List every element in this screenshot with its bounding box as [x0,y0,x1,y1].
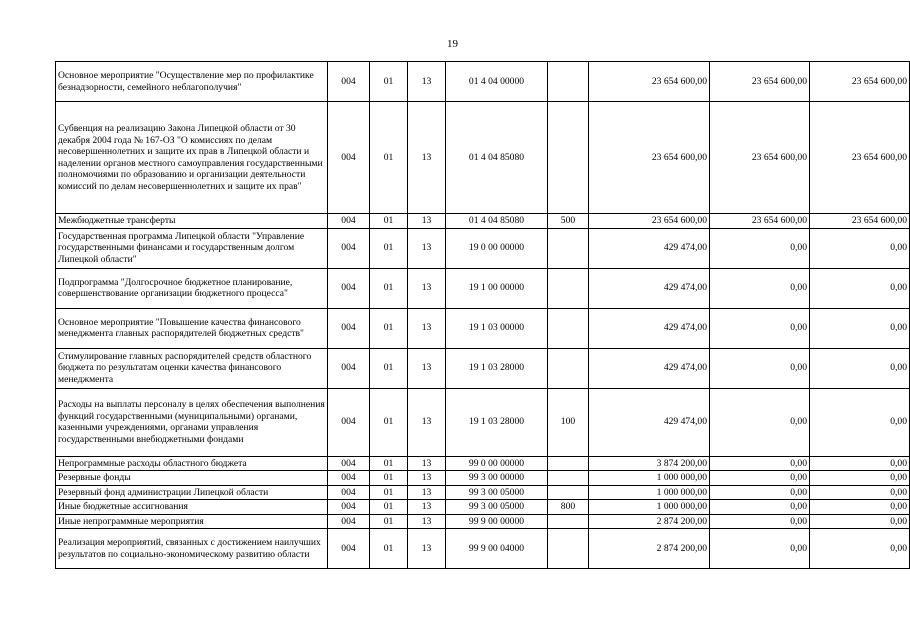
amount-year-1: 2 874 200,00 [589,529,710,569]
row-name: Основное мероприятие "Осуществление мер по профилактике безнадзорности, семейного неблагополучия" [56,62,328,102]
table-row [56,348,910,388]
target-article-code: 01 4 04 85080 [446,102,548,214]
table-row [56,456,910,471]
expense-type-code [548,471,589,486]
ministry-code: 004 [328,485,370,500]
amount-year-1: 23 654 600,00 [589,102,710,214]
row-name: Резервный фонд администрации Липецкой области [56,485,328,500]
ministry-code: 004 [328,514,370,529]
table-row [56,268,910,308]
table-row [56,228,910,268]
table-row [56,514,910,529]
row-name: Расходы на выплаты персоналу в целях обеспечения выполнения функций государственными (муниципальными) органами, казенными учреждениями, органами управления государственными внебюджетными фондами [56,388,328,456]
ministry-code: 004 [328,388,370,456]
budget-table [55,61,910,569]
amount-year-1: 1 000 000,00 [589,485,710,500]
section-code: 01 [370,348,408,388]
amount-year-3: 0,00 [810,388,910,456]
section-code: 01 [370,456,408,471]
ministry-code: 004 [328,500,370,515]
table-row [56,102,910,214]
amount-year-2: 0,00 [710,471,810,486]
section-code: 01 [370,62,408,102]
section-code: 01 [370,268,408,308]
ministry-code: 004 [328,62,370,102]
expense-type-code [548,456,589,471]
amount-year-2: 0,00 [710,268,810,308]
amount-year-2: 0,00 [710,500,810,515]
amount-year-2: 0,00 [710,514,810,529]
subsection-code: 13 [408,471,446,486]
amount-year-1: 23 654 600,00 [589,62,710,102]
subsection-code: 13 [408,308,446,348]
expense-type-code [548,62,589,102]
expense-type-code [548,228,589,268]
target-article-code: 19 1 03 28000 [446,388,548,456]
target-article-code: 99 9 00 00000 [446,514,548,529]
row-name: Резервные фонды [56,471,328,486]
amount-year-3: 0,00 [810,456,910,471]
amount-year-2: 0,00 [710,228,810,268]
subsection-code: 13 [408,62,446,102]
ministry-code: 004 [328,529,370,569]
expense-type-code [548,268,589,308]
subsection-code: 13 [408,485,446,500]
subsection-code: 13 [408,514,446,529]
row-name: Непрограммные расходы областного бюджета [56,456,328,471]
amount-year-3: 0,00 [810,514,910,529]
amount-year-1: 1 000 000,00 [589,500,710,515]
table-row [56,529,910,569]
amount-year-3: 23 654 600,00 [810,214,910,229]
amount-year-2: 23 654 600,00 [710,102,810,214]
amount-year-2: 0,00 [710,456,810,471]
ministry-code: 004 [328,471,370,486]
target-article-code: 99 9 00 04000 [446,529,548,569]
amount-year-2: 0,00 [710,388,810,456]
section-code: 01 [370,102,408,214]
subsection-code: 13 [408,456,446,471]
amount-year-1: 429 474,00 [589,228,710,268]
table-row [56,485,910,500]
table-row [56,214,910,229]
row-name: Стимулирование главных распорядителей средств областного бюджета по результатам оценки качества финансового менеджмента [56,348,328,388]
ministry-code: 004 [328,214,370,229]
row-name: Межбюджетные трансферты [56,214,328,229]
amount-year-2: 0,00 [710,485,810,500]
target-article-code: 19 0 00 00000 [446,228,548,268]
amount-year-3: 23 654 600,00 [810,102,910,214]
target-article-code: 19 1 03 28000 [446,348,548,388]
subsection-code: 13 [408,268,446,308]
table-row [56,62,910,102]
subsection-code: 13 [408,500,446,515]
amount-year-1: 429 474,00 [589,268,710,308]
amount-year-1: 429 474,00 [589,348,710,388]
target-article-code: 19 1 00 00000 [446,268,548,308]
table-row [56,308,910,348]
ministry-code: 004 [328,308,370,348]
amount-year-1: 23 654 600,00 [589,214,710,229]
subsection-code: 13 [408,228,446,268]
row-name: Иные непрограммные мероприятия [56,514,328,529]
amount-year-3: 0,00 [810,348,910,388]
subsection-code: 13 [408,102,446,214]
page-number: 19 [447,38,458,50]
expense-type-code [548,102,589,214]
expense-type-code [548,529,589,569]
section-code: 01 [370,500,408,515]
target-article-code: 99 0 00 00000 [446,456,548,471]
table-row [56,471,910,486]
expense-type-code [548,348,589,388]
ministry-code: 004 [328,456,370,471]
amount-year-1: 3 874 200,00 [589,456,710,471]
amount-year-2: 0,00 [710,308,810,348]
expense-type-code: 500 [548,214,589,229]
expense-type-code: 800 [548,500,589,515]
section-code: 01 [370,388,408,456]
ministry-code: 004 [328,102,370,214]
amount-year-2: 23 654 600,00 [710,62,810,102]
section-code: 01 [370,214,408,229]
expense-type-code [548,514,589,529]
row-name: Иные бюджетные ассигнования [56,500,328,515]
target-article-code: 01 4 04 00000 [446,62,548,102]
row-name: Государственная программа Липецкой области "Управление государственными финансами и государственным долгом Липецкой области" [56,228,328,268]
row-name: Реализация мероприятий, связанных с достижением наилучших результатов по социально-экономическому развитию области [56,529,328,569]
amount-year-2: 23 654 600,00 [710,214,810,229]
section-code: 01 [370,529,408,569]
budget-table-body [56,62,910,569]
amount-year-3: 0,00 [810,485,910,500]
target-article-code: 99 3 00 05000 [446,485,548,500]
amount-year-3: 0,00 [810,268,910,308]
table-row [56,500,910,515]
subsection-code: 13 [408,529,446,569]
subsection-code: 13 [408,348,446,388]
amount-year-3: 23 654 600,00 [810,62,910,102]
section-code: 01 [370,308,408,348]
section-code: 01 [370,228,408,268]
section-code: 01 [370,514,408,529]
subsection-code: 13 [408,214,446,229]
target-article-code: 01 4 04 85080 [446,214,548,229]
row-name: Субвенция на реализацию Закона Липецкой области от 30 декабря 2004 года № 167-ОЗ "О комиссиях по делам несовершеннолетних и защите их прав в Липецкой области и наделении органов местного самоуправления государственными полномочиями по образованию и организации деятельности комиссий по делам несовершеннолетних и защите их прав" [56,102,328,214]
amount-year-2: 0,00 [710,348,810,388]
amount-year-1: 429 474,00 [589,388,710,456]
row-name: Подпрограмма "Долгосрочное бюджетное планирование, совершенствование организации бюджетного процесса" [56,268,328,308]
amount-year-3: 0,00 [810,228,910,268]
ministry-code: 004 [328,348,370,388]
amount-year-3: 0,00 [810,529,910,569]
section-code: 01 [370,471,408,486]
section-code: 01 [370,485,408,500]
ministry-code: 004 [328,268,370,308]
amount-year-3: 0,00 [810,500,910,515]
amount-year-3: 0,00 [810,308,910,348]
row-name: Основное мероприятие "Повышение качества финансового менеджмента главных распорядителей бюджетных средств" [56,308,328,348]
subsection-code: 13 [408,388,446,456]
target-article-code: 99 3 00 05000 [446,500,548,515]
expense-type-code: 100 [548,388,589,456]
expense-type-code [548,308,589,348]
amount-year-1: 2 874 200,00 [589,514,710,529]
amount-year-1: 429 474,00 [589,308,710,348]
table-row [56,388,910,456]
amount-year-3: 0,00 [810,471,910,486]
target-article-code: 19 1 03 00000 [446,308,548,348]
amount-year-1: 1 000 000,00 [589,471,710,486]
target-article-code: 99 3 00 00000 [446,471,548,486]
ministry-code: 004 [328,228,370,268]
expense-type-code [548,485,589,500]
amount-year-2: 0,00 [710,529,810,569]
